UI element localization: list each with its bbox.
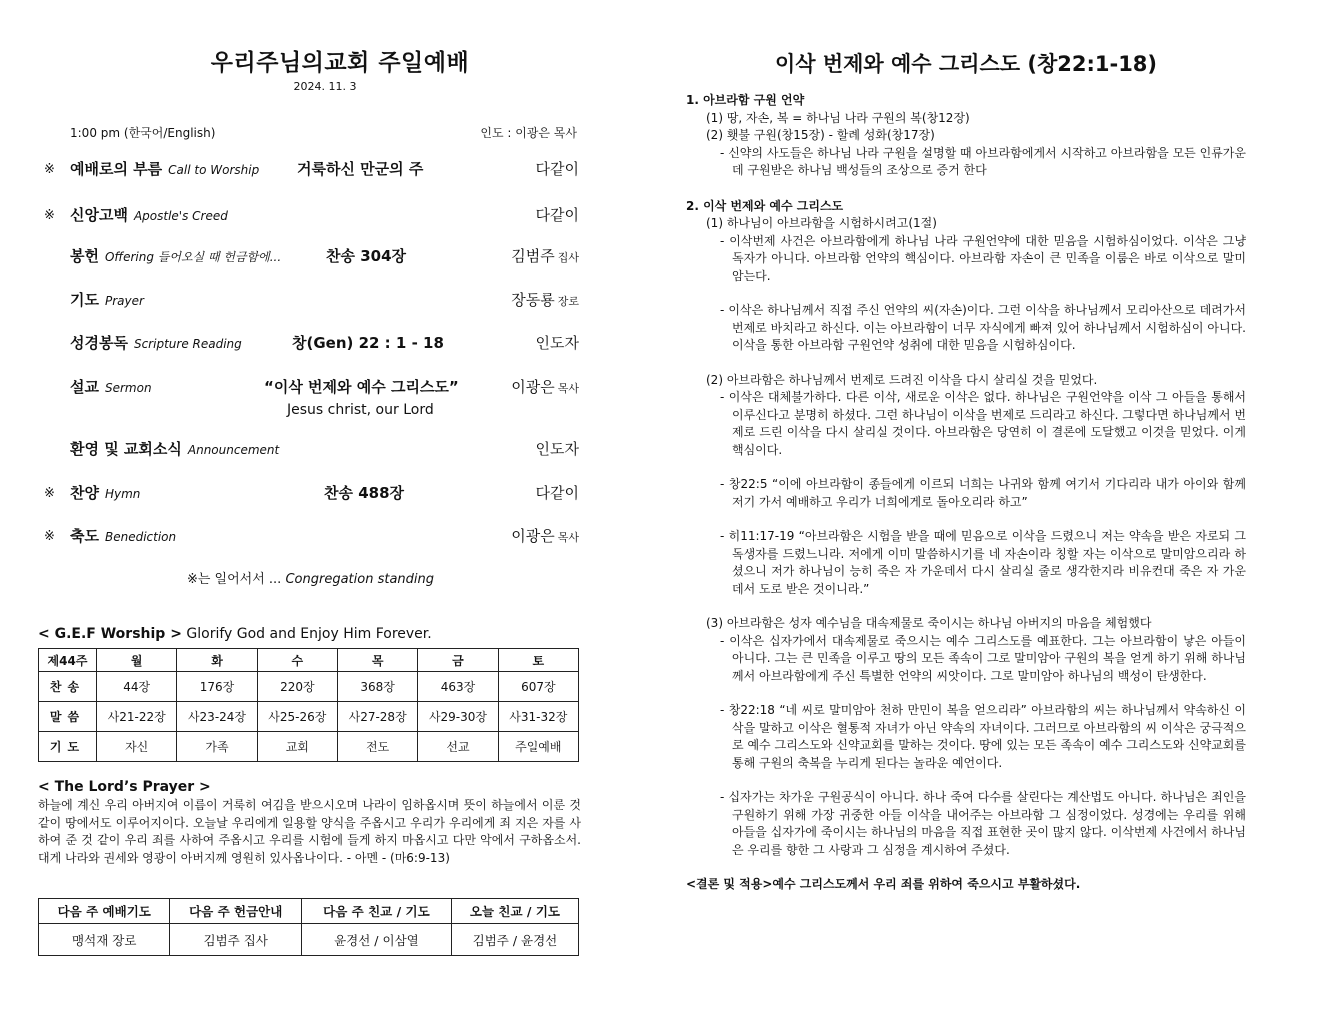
- table-cell: 사27-28장: [337, 702, 417, 732]
- bulletin-page: [38, 0, 583, 1020]
- order-person: 이광은 목사: [511, 378, 579, 396]
- order-item: [38, 525, 583, 549]
- bullet: - 창22:18 “네 씨로 말미암아 천하 만민이 복을 얻으리라” 아브라함의 씨는 하나님께서 약속하신 이삭을 말하고 이삭은 혈통적 자녀가 아닌 약속의 자녀이다. 그러므로 아브라함의 씨 이삭은 궁극적으로 예수 그리스도와 신약교회를 말하는 것이다. 땅에 있는 모든 족속이 예수 그리스도와 신약교회를 통해 구원의 축복을 누리게 된다는 놀라운 예언이다.: [720, 703, 1246, 770]
- table-cell: 176장: [177, 672, 257, 702]
- order-name: 신앙고백 Apostle's Creed: [70, 206, 228, 224]
- duty-value: 김범주 집사: [170, 924, 301, 956]
- bullet: - 이삭은 십자가에서 대속제물로 죽으시는 예수 그리스도를 예표한다. 그는 아브라함이 낳은 아들이 아니다. 그는 큰 민족을 이루고 땅의 모든 족속이 그로 말미암아 구원의 복을 얻게 하기 위해 하나님께서 아브라함에게 주신 특별한 언약의 씨앗이다. 그로 말미암아 하나님의 백성이 탄생한다.: [720, 633, 1246, 683]
- duty-header: 다음 주 헌금안내: [170, 899, 301, 924]
- order-person: 이광은 목사: [511, 527, 579, 545]
- sermon-page: [686, 0, 1246, 1020]
- point: (1) 땅, 자손, 복 = 하나님 나라 구원의 복(창12장): [706, 110, 970, 125]
- order-detail: 창(Gen) 22 : 1 - 18: [292, 334, 444, 352]
- order-person: 다같이: [535, 484, 579, 502]
- day-header: 목: [337, 649, 417, 672]
- section-heading: 1. 아브라함 구원 언약: [686, 93, 805, 107]
- row-label: 기도: [39, 732, 97, 762]
- table-cell: 교회: [257, 732, 337, 762]
- order-name: 예배로의 부름 Call to Worship: [70, 160, 260, 178]
- table-cell: 220장: [257, 672, 337, 702]
- table-cell: 사29-30장: [418, 702, 498, 732]
- duty-header: 오늘 친교 / 기도: [451, 899, 578, 924]
- order-person: 다같이: [535, 206, 579, 224]
- duty-header: 다음 주 친교 / 기도: [301, 899, 451, 924]
- duty-value: 맹석재 장로: [39, 924, 170, 956]
- bullet: - 이삭은 대체불가하다. 다른 이삭, 새로운 이삭은 없다. 하나님은 구원언약을 이삭 그 아들을 통해서 이루신다고 분명히 하셨다. 그런 하나님이 이삭을 번제로 드리라고 하신다. 그렇다면 하나님께서 번제로 드린 이삭을 다시 살리실 것이다. 아브라함은 당연히 이 결론에 도달했고 이것을 믿었다. 이게 핵심이다.: [720, 390, 1246, 457]
- order-item: [38, 332, 583, 356]
- table-row: [39, 702, 579, 732]
- order-name: 봉헌 Offering 들어오실 때 헌금함에...: [70, 247, 282, 265]
- order-name: 환영 및 교회소식 Announcement: [70, 440, 280, 458]
- order-item: [38, 289, 583, 313]
- table-cell: 가족: [177, 732, 257, 762]
- order-person: 인도자: [535, 440, 579, 458]
- table-cell: 선교: [418, 732, 498, 762]
- order-person: 인도자: [535, 334, 579, 352]
- row-label: 말씀: [39, 702, 97, 732]
- sermon-page-title: 이삭 번제와 예수 그리스도 (창22:1-18): [774, 52, 1158, 76]
- duty-value: 윤경선 / 이삼열: [301, 924, 451, 956]
- service-leader: 인도 : 이광은 목사: [480, 126, 577, 140]
- standing-mark: ※: [44, 529, 55, 544]
- order-item: [38, 158, 583, 182]
- standing-mark: ※: [44, 486, 55, 501]
- lords-prayer-text: 하늘에 계신 우리 아버지여 이름이 거룩히 여김을 받으시오며 나라이 임하옵시며 뜻이 하늘에서 이룬 것 같이 땅에서도 이루어지이다. 오늘날 우리에게 일용할 양식을 주옵시고 우리가 우리에게 죄 지은 자를 사하여 준 것 같이 우리 죄를 사하여 주옵시고 우리를 시험에 들게 하지 마옵시고 다만 악에서 구하옵소서. 대게 나라와 권세와 영광이 아버지께 영원히 있사옵나이다. - 아멘 - (마6:9-13): [38, 798, 581, 865]
- order-name: 기도 Prayer: [70, 291, 144, 309]
- order-item: [38, 204, 583, 228]
- gef-table: [38, 648, 579, 762]
- table-cell: 사31-32장: [498, 702, 578, 732]
- day-header: 화: [177, 649, 257, 672]
- order-item: [38, 376, 583, 400]
- order-detail: 찬송 304장: [326, 247, 407, 265]
- day-header: 금: [418, 649, 498, 672]
- order-item: [38, 438, 583, 462]
- service-date: 2024. 11. 3: [293, 80, 357, 93]
- table-cell: 사25-26장: [257, 702, 337, 732]
- table-cell: 사21-22장: [97, 702, 177, 732]
- bullet: - 십자가는 차가운 구원공식이 아니다. 하나 죽여 다수를 살린다는 계산법도 아니다. 하나님은 죄인을 구원하기 위해 가장 귀중한 아들 이삭을 내어주는 아브라함 그 심정이었다. 성경에는 우리를 위해 아들을 십자가에 죽이시는 하나님의 마음을 직접 표현한 곳이 많지 않다. 이삭번제 사건에서 하나님은 우리를 향한 그 사랑과 그 심정을 계시하여 주셨다.: [720, 790, 1246, 857]
- day-header: 토: [498, 649, 578, 672]
- bullet: - 히11:17-19 “아브라함은 시험을 받을 때에 믿음으로 이삭을 드렸으니 저는 약속을 받은 자로되 그 독생자를 드렸느니라. 저에게 이미 말씀하시기를 네 자손이라 칭할 자는 이삭으로 말미암으리라 하셨으니 저가 하나님이 능히 죽은 자 가운데서 다시 살리실 줄로 생각한지라 비유컨대 죽은 자 가운데서 도로 받은 것이니라.”: [720, 529, 1246, 596]
- order-item: [38, 245, 583, 269]
- table-row: [39, 732, 579, 762]
- point: (3) 아브라함은 성자 예수님을 대속제물로 죽이시는 하나님 아버지의 마음을 체험했다: [706, 616, 1152, 630]
- bullet: - 이삭은 하나님께서 직접 주신 언약의 씨(자손)이다. 그런 이삭을 하나님께서 모리아산으로 데려가서 번제로 바치라고 하신다. 이는 아브라함이 너무 자식에게 빠져 있어 하나님께서 시험하심이 아니다. 이삭을 통한 아브라함 구원언약 성취에 대한 믿음을 시험하심이다.: [720, 303, 1246, 352]
- order-item: [38, 482, 583, 506]
- order-name: 찬양 Hymn: [70, 484, 141, 502]
- point: (1) 하나님이 아브라함을 시험하시려고(1절): [706, 216, 937, 230]
- sermon-title: “이삭 번제와 예수 그리스도”: [264, 378, 459, 396]
- table-cell: 463장: [418, 672, 498, 702]
- table-cell: 368장: [337, 672, 417, 702]
- bullet: - 창22:5 “이에 아브라함이 종들에게 이르되 너희는 나귀와 함께 여기서 기다리라 내가 아이와 함께 저기 가서 예배하고 우리가 너희에게로 돌아오리라 하고”: [720, 477, 1246, 509]
- standing-note: ※는 일어서서 ... Congregation standing: [186, 572, 435, 587]
- duty-header: 다음 주 예배기도: [39, 899, 170, 924]
- week-cell: 제44주: [39, 649, 97, 672]
- service-time: 1:00 pm (한국어/English): [70, 126, 216, 140]
- sermon-outline: [686, 92, 1246, 894]
- lords-prayer-heading: < The Lord’s Prayer >: [38, 779, 211, 795]
- order-name: 축도 Benediction: [70, 527, 177, 545]
- bullet: - 이삭번제 사건은 아브라함에게 하나님 나라 구원언약에 대한 믿음을 시험하심이었다. 이삭은 그냥 독자가 아니다. 아브라함 언약의 핵심이다. 아브라함 자손이 큰 민족을 이룸은 바로 이삭으로 말미암는다.: [720, 233, 1246, 283]
- order-person: 다같이: [535, 160, 579, 178]
- order-person: 김범주 집사: [511, 247, 579, 265]
- section-heading: 2. 이삭 번제와 예수 그리스도: [686, 198, 844, 213]
- table-cell: 44장: [97, 672, 177, 702]
- day-header: 월: [97, 649, 177, 672]
- order-detail: 거룩하신 만군의 주: [297, 160, 424, 178]
- row-label: 찬송: [39, 672, 97, 702]
- order-detail: 찬송 488장: [324, 484, 405, 502]
- table-cell: 주일예배: [498, 732, 578, 762]
- table-cell: 자신: [97, 732, 177, 762]
- order-name: 설교 Sermon: [70, 378, 152, 396]
- day-header: 수: [257, 649, 337, 672]
- table-row: [39, 672, 579, 702]
- conclusion: <결론 및 적용>예수 그리스도께서 우리 죄를 위하여 죽으시고 부활하셨다.: [686, 877, 1081, 891]
- order-name: 성경봉독 Scripture Reading: [70, 334, 242, 352]
- table-cell: 607장: [498, 672, 578, 702]
- standing-mark: ※: [44, 208, 55, 223]
- duty-value: 김범주 / 윤경선: [451, 924, 578, 956]
- gef-heading: < G.E.F Worship > Glorify God and Enjoy Him Forever.: [38, 626, 432, 642]
- table-cell: 전도: [337, 732, 417, 762]
- table-cell: 사23-24장: [177, 702, 257, 732]
- point: (2) 횃불 구원(창15장) - 할례 성화(창17장): [706, 128, 935, 142]
- bulletin-title: 우리주님의교회 주일예배: [210, 50, 470, 76]
- duty-table: [38, 898, 579, 956]
- order-person: 장동룡 장로: [511, 291, 579, 309]
- bullet: - 신약의 사도들은 하나님 나라 구원을 설명할 때 아브라함에게서 시작하고 아브라함을 모든 인류가운데 구원받은 하나님 백성들의 조상으로 증거 한다: [720, 145, 1246, 177]
- sermon-subtitle: Jesus christ, our Lord: [287, 402, 434, 418]
- point: (2) 아브라함은 하나님께서 번제로 드려진 이삭을 다시 살리실 것을 믿었다.: [706, 372, 1098, 387]
- standing-mark: ※: [44, 162, 55, 177]
